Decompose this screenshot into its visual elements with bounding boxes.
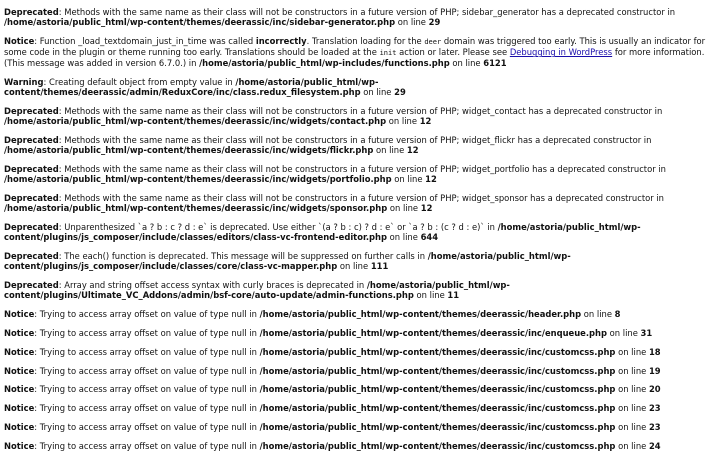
on-line-text: on line (391, 174, 426, 185)
on-line-text: on line (386, 116, 420, 127)
error-line-number: 8 (614, 309, 621, 320)
error-file-path: /home/astoria/public_html/wp-content/themes/deerassic/inc/sidebar-generator.php (4, 17, 396, 28)
error-text: : Methods with the same name as their class will not be constructors in a future version of PHP; widget_portfolio has a deprecated constructor in (58, 164, 666, 175)
error-level: Notice (4, 328, 35, 338)
on-line-text: on line (449, 58, 484, 69)
error-text: : Methods with the same name as their class will not be constructors in a future version of PHP; widget_sponsor has a deprecated constructor in (58, 193, 664, 204)
error-message (4, 366, 716, 376)
error-message (4, 193, 716, 213)
error-level: Deprecated (4, 7, 59, 17)
error-file-path: /home/astoria/public_html/wp-content/themes/deerassic/inc/customcss.php (259, 346, 616, 357)
error-line-number: 29 (394, 87, 406, 98)
error-file-path: /home/astoria/public_html/wp-includes/functions.php (199, 58, 450, 69)
error-file-path: /home/astoria/public_html/wp-content/themes/deerassic/inc/customcss.php (259, 403, 616, 414)
error-level: Notice (4, 384, 35, 395)
error-text: : Methods with the same name as their class will not be constructors in a future version of PHP; sidebar_generator has a deprecated constructor in (58, 7, 676, 17)
error-text: : Trying to access array offset on value of type null in (34, 403, 260, 414)
error-message (4, 251, 716, 271)
error-line-number: 23 (648, 421, 661, 432)
error-message (4, 347, 716, 357)
error-level: Notice (4, 36, 35, 46)
on-line-text: on line (387, 203, 421, 214)
on-line-text: on line (373, 145, 407, 156)
on-line-text: on line (607, 328, 641, 338)
error-text: for more information. (This message was added in version 6.7.0.) in (4, 47, 705, 69)
error-line-number: 20 (648, 384, 661, 395)
error-file-path: /home/astoria/public_html/wp-content/themes/deerassic/admin/ReduxCore/inc/class.redux_filesystem.php (4, 77, 379, 98)
error-message (4, 422, 716, 432)
error-level: Notice (4, 346, 35, 357)
error-line-number: 19 (648, 365, 661, 376)
error-level: Notice (4, 421, 35, 432)
on-line-text: on line (615, 440, 649, 451)
error-text: : Trying to access array offset on value of type null in (34, 440, 260, 451)
on-line-text: on line (581, 309, 615, 320)
error-message (4, 309, 716, 319)
on-line-text: on line (615, 384, 649, 395)
error-line-number: 23 (648, 403, 661, 414)
error-text: : Array and string offset access syntax with curly braces is deprecated in (58, 280, 367, 291)
code-snippet: init (379, 49, 397, 58)
error-level: Deprecated (4, 222, 59, 233)
error-message (4, 403, 716, 413)
on-line-text: on line (360, 87, 395, 98)
error-text: : Trying to access array offset on value of type null in (34, 346, 260, 357)
error-level: Deprecated (4, 251, 59, 262)
on-line-text: on line (615, 421, 649, 432)
error-line-number: 11 (447, 290, 460, 301)
error-text: : Trying to access array offset on value of type null in (34, 365, 260, 376)
debugging-wordpress-link[interactable]: Debugging in WordPress (509, 47, 613, 58)
error-line-number: 18 (648, 346, 661, 357)
error-file-path: /home/astoria/public_html/wp-content/themes/deerassic/inc/customcss.php (259, 440, 616, 451)
error-level: Deprecated (4, 280, 59, 291)
error-file-path: /home/astoria/public_html/wp-content/themes/deerassic/inc/widgets/portfolio.php (4, 174, 392, 185)
error-text: : Creating default object from empty value in (43, 77, 236, 88)
error-level: Notice (4, 309, 35, 320)
error-message (4, 77, 716, 97)
error-line-number: 12 (419, 116, 432, 127)
error-file-path: /home/astoria/public_html/wp-content/themes/deerassic/inc/customcss.php (259, 421, 616, 432)
error-file-path: /home/astoria/public_html/wp-content/themes/deerassic/inc/customcss.php (259, 365, 616, 376)
error-file-path: /home/astoria/public_html/wp-content/themes/deerassic/inc/widgets/sponsor.php (4, 203, 388, 214)
error-file-path: /home/astoria/public_html/wp-content/plugins/js_composer/include/classes/editors/class-vc-frontend-editor.php (4, 222, 641, 243)
error-text: : Methods with the same name as their class will not be constructors in a future version of PHP; widget_flickr has a deprecated constructor in (58, 135, 652, 146)
on-line-text: on line (337, 261, 371, 272)
error-message (4, 384, 716, 394)
error-message (4, 106, 716, 126)
on-line-text: on line (413, 290, 448, 301)
error-file-path: /home/astoria/public_html/wp-content/themes/deerassic/header.php (259, 309, 582, 320)
error-line-number: 111 (370, 261, 389, 272)
error-text: : Trying to access array offset on value of type null in (34, 309, 260, 320)
on-line-text: on line (395, 17, 429, 28)
error-message (4, 441, 716, 451)
error-text: domain was triggered too early. This is usually an indicator for some code in the plugin or theme running too early. Translations should be loaded at the (4, 36, 706, 58)
on-line-text: on line (387, 232, 421, 243)
error-message (4, 135, 716, 155)
error-file-path: /home/astoria/public_html/wp-content/plugins/js_composer/include/classes/core/class-vc-mapper.php (4, 251, 571, 272)
error-file-path: /home/astoria/public_html/wp-content/themes/deerassic/inc/customcss.php (259, 384, 616, 395)
error-text: . Translation loading for the (306, 36, 425, 46)
error-message (4, 36, 716, 69)
error-level: Notice (4, 440, 35, 451)
error-text: : Function _load_textdomain_just_in_time was called (34, 36, 256, 46)
on-line-text: on line (615, 403, 649, 414)
error-line-number: 12 (425, 174, 437, 185)
error-message (4, 7, 716, 27)
error-line-number: 31 (640, 328, 653, 338)
error-level: Deprecated (4, 106, 59, 117)
error-text: : Trying to access array offset on value of type null in (34, 384, 260, 395)
error-message (4, 222, 716, 242)
error-line-number: 644 (420, 232, 439, 243)
error-file-path: /home/astoria/public_html/wp-content/plugins/Ultimate_VC_Addons/admin/bsf-core/auto-update/admin-functions.php (4, 280, 510, 301)
error-message (4, 280, 716, 300)
error-file-path: /home/astoria/public_html/wp-content/themes/deerassic/inc/widgets/flickr.php (4, 145, 374, 156)
error-file-path: /home/astoria/public_html/wp-content/themes/deerassic/inc/widgets/contact.php (4, 116, 387, 127)
error-line-number: 29 (428, 17, 441, 28)
error-text: action or later. Please see (396, 47, 510, 58)
error-text: : The each() function is deprecated. This message will be suppressed on further calls in (58, 251, 428, 262)
error-file-path: /home/astoria/public_html/wp-content/themes/deerassic/inc/enqueue.php (259, 328, 607, 338)
error-level: Warning (4, 77, 44, 88)
error-level: Deprecated (4, 193, 59, 204)
error-line-number: 12 (420, 203, 433, 214)
code-snippet: deer (424, 38, 442, 46)
error-text: : Trying to access array offset on value of type null in (34, 421, 260, 432)
error-text: : Trying to access array offset on value of type null in (34, 328, 260, 338)
error-text: : Unparenthesized `a ? b : c ? d : e` is deprecated. Use either `(a ? b : c) ? d : e` or `a ? b : (c ? d : e)` in (58, 222, 498, 233)
error-level: Notice (4, 403, 35, 414)
error-line-number: 12 (406, 145, 419, 156)
on-line-text: on line (615, 365, 649, 376)
error-level: Notice (4, 365, 35, 376)
error-line-number: 6121 (483, 58, 507, 69)
error-level: Deprecated (4, 164, 59, 175)
error-line-number: 24 (648, 440, 661, 451)
emphasis-text: incorrectly (255, 36, 307, 46)
error-text: : Methods with the same name as their class will not be constructors in a future version of PHP; widget_contact has a deprecated constructor in (58, 106, 663, 117)
on-line-text: on line (615, 346, 649, 357)
error-message (4, 164, 716, 184)
error-level: Deprecated (4, 135, 59, 146)
error-message (4, 328, 716, 338)
